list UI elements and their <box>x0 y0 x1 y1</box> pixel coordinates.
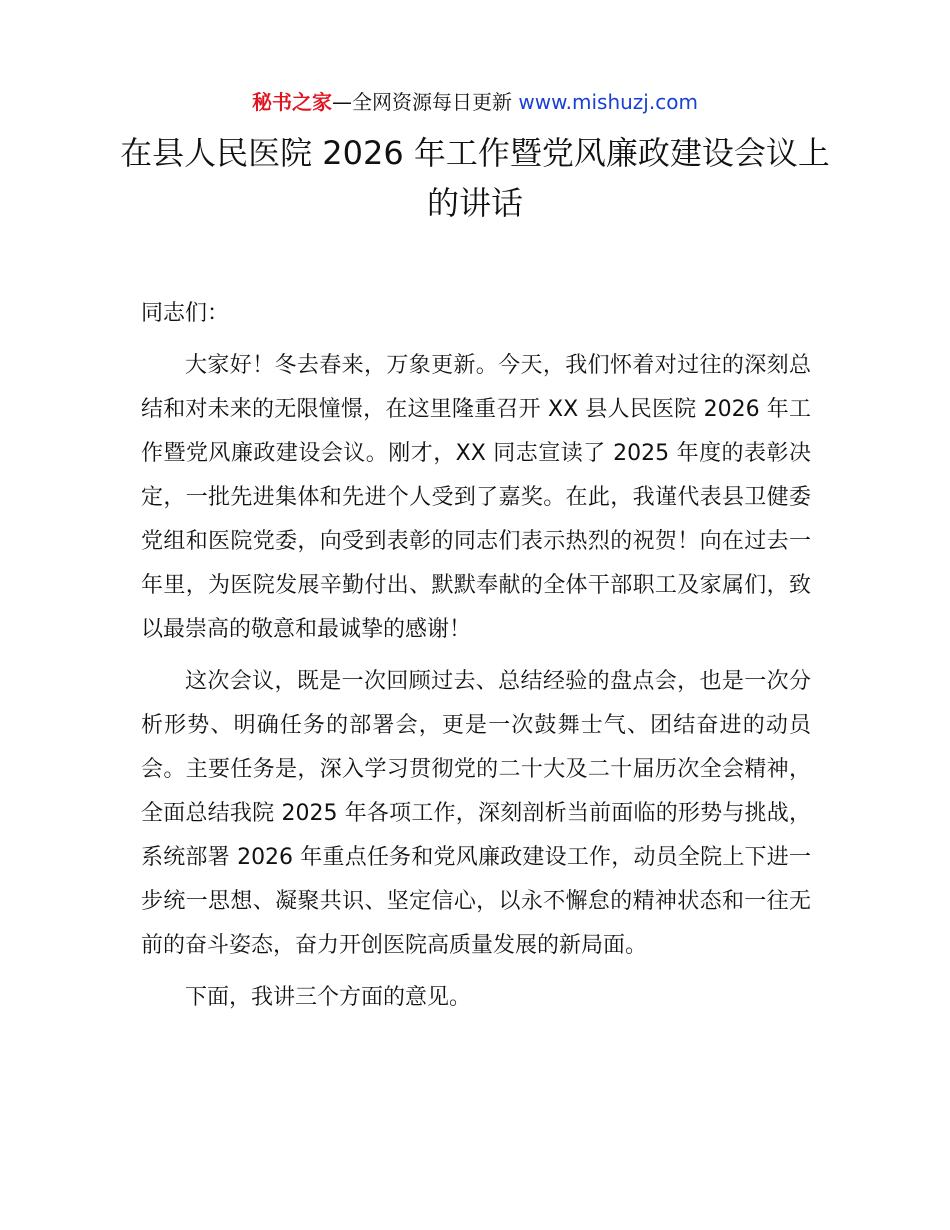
header-tagline: —全网资源每日更新 <box>332 90 519 114</box>
document-title: 在县人民医院 2026 年工作暨党风廉政建设会议上的讲话 <box>120 134 830 222</box>
site-url: www.mishuzj.com <box>518 90 698 114</box>
salutation: 同志们： <box>141 301 230 326</box>
paragraph-2: 这次会议，既是一次回顾过去、总结经验的盘点会，也是一次分析形势、明确任务的部署会，更是一次鼓舞士气、团结奋进的动员会。主要任务是，深入学习贯彻党的二十大及二十届历次全会精神，全面总结我院 2025 年各项工作，深刻剖析当前面临的形势与挑战，系统部署 2026 年重点任务和党风廉政建设工作，动员全院上下进一步统一思想、凝聚共识、坚定信心，以永不懈怠的精神状态和一往无前的奋斗姿态，奋力开创医院高质量发展的新局面。 <box>141 669 811 958</box>
brand-name: 秘书之家 <box>252 90 333 114</box>
site-header <box>0 88 950 116</box>
paragraph-1: 大家好！冬去春来，万象更新。今天，我们怀着对过往的深刻总结和对未来的无限憧憬，在这里隆重召开 XX 县人民医院 2026 年工作暨党风廉政建设会议。刚才，XX 同志宣读了 2025 年度的表彰决定，一批先进集体和先进个人受到了嘉奖。在此，我谨代表县卫健委党组和医院党委，向受到表彰的同志们表示热烈的祝贺！向在过去一年里，为医院发展辛勤付出、默默奉献的全体干部职工及家属们，致以最崇高的敬意和最诚挚的感谢！ <box>141 353 811 642</box>
paragraph-3: 下面，我讲三个方面的意见。 <box>185 985 472 1010</box>
document-body <box>141 292 811 1028</box>
